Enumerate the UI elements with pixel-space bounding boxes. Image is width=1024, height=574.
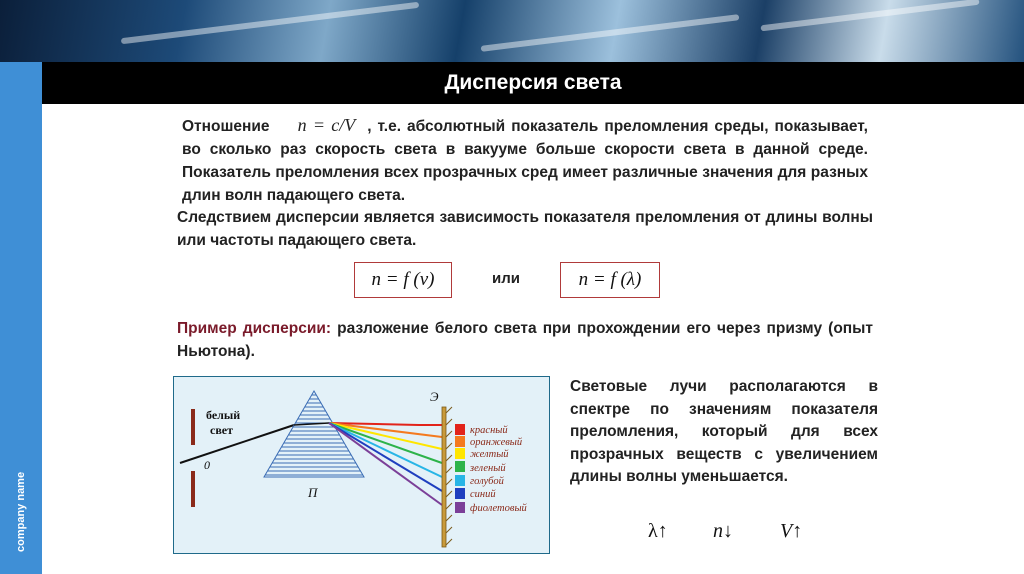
example-text: разложение белого света при прохождении его через призму (опыт Ньютона). bbox=[177, 320, 873, 360]
white-light-label-1: белый bbox=[206, 408, 241, 422]
consequence-paragraph: Следствием дисперсии является зависимость показателя преломления от длины волны или частоты падающего света. bbox=[177, 209, 873, 249]
lambda-arrow: λ↑ bbox=[648, 520, 668, 542]
white-light-label-2: свет bbox=[210, 423, 234, 437]
prism-diagram bbox=[173, 376, 550, 554]
example-paragraph bbox=[177, 317, 873, 363]
slit-bottom bbox=[191, 471, 195, 507]
swatch-orange bbox=[455, 436, 465, 447]
formula-wavelength: n = f (λ) bbox=[560, 262, 660, 298]
swatch-blue bbox=[455, 488, 465, 499]
swatch-red bbox=[455, 424, 465, 435]
zero-label: 0 bbox=[204, 458, 210, 472]
ratio-formula: n = c/V bbox=[297, 115, 356, 135]
color-name-blue: синий bbox=[470, 489, 496, 500]
swatch-violet bbox=[455, 502, 465, 513]
sidebar bbox=[0, 62, 42, 574]
swatch-green bbox=[455, 461, 465, 472]
or-label: или bbox=[492, 270, 520, 287]
color-name-violet: фиолетовый bbox=[470, 503, 527, 514]
prism-label: П bbox=[308, 485, 318, 500]
intro-prefix: Отношение bbox=[182, 118, 270, 135]
swatch-yellow bbox=[455, 448, 465, 459]
v-arrow: V↑ bbox=[780, 520, 803, 542]
slit-top bbox=[191, 409, 195, 445]
screen bbox=[442, 407, 446, 547]
color-name-orange: оранжевый bbox=[470, 437, 523, 448]
color-swatches bbox=[455, 424, 465, 513]
prism-diagram-svg bbox=[174, 377, 549, 553]
example-label: Пример дисперсии: bbox=[177, 320, 332, 337]
n-arrow: n↓ bbox=[713, 520, 733, 542]
color-names bbox=[469, 425, 528, 514]
color-name-cyan: голубой bbox=[470, 476, 504, 487]
slide-title: Дисперсия света bbox=[42, 62, 1024, 104]
formula-frequency: n = f (ν) bbox=[354, 262, 452, 298]
intro-text: , т.е. абсолютный показатель преломления среды, показывает, во сколько раз скорость света в вакууме больше скорости света в данной среде. Показатель преломления всех прозрачных сред имеет различные значения для разных длин волн падающего света. bbox=[182, 118, 868, 204]
explanation-paragraph: Световые лучи располагаются в спектре по значениям показателя преломления, который для всех прозрачных веществ с увеличением длины волны уменьшается. bbox=[570, 378, 878, 485]
company-name: company name bbox=[15, 471, 27, 553]
screen-hatching bbox=[446, 407, 452, 545]
screen-label: Э bbox=[430, 389, 439, 404]
color-name-red: красный bbox=[470, 425, 508, 436]
header-banner bbox=[0, 0, 1024, 62]
color-name-green: зеленый bbox=[470, 463, 506, 474]
color-name-yellow: желтый bbox=[470, 449, 509, 460]
intro-paragraph bbox=[182, 114, 868, 207]
swatch-cyan bbox=[455, 475, 465, 486]
